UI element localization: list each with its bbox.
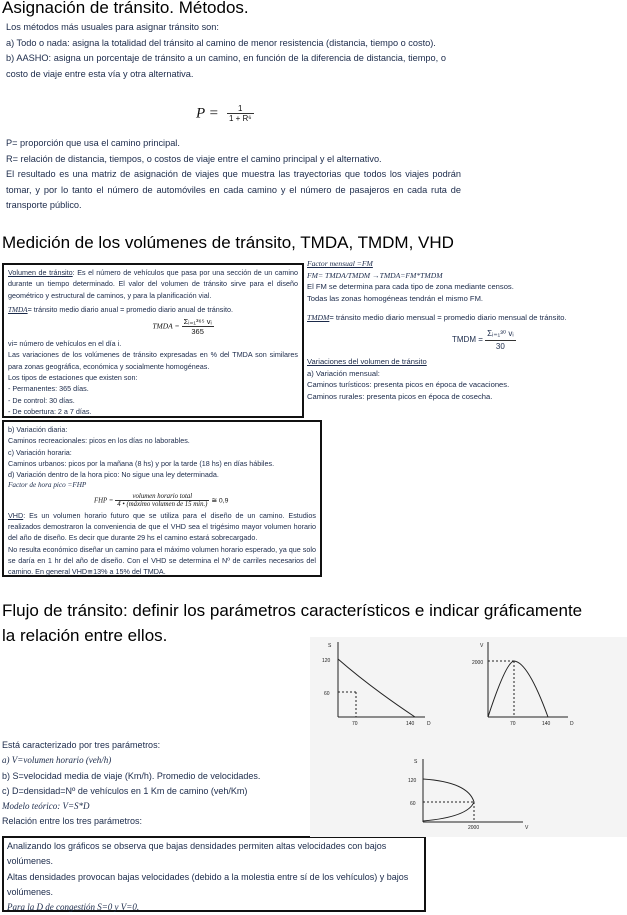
tmdm-formula xyxy=(452,328,625,352)
formula-p xyxy=(196,104,254,123)
tmda-num: Σᵢ₌₁³⁶⁵ vᵢ xyxy=(183,317,212,327)
result-text: El resultado es una matriz de asignación de viajes que muestra las trayectorias que todos los viajes podrán tomar, y por lo tanto el número de automóviles en cada camino y el número de pasajeros en cada ruta de transporte público. xyxy=(6,169,461,210)
param-d: c) D=densidad=Nº de vehículos en 1 Km de camino (veh/Km) xyxy=(2,785,248,796)
fm-zones: Todas las zonas homogéneas tendrán el mismo FM. xyxy=(307,293,484,303)
vi-def: vi= número de vehículos en el día i. xyxy=(8,339,122,349)
tmdm-def: = tránsito medio diario mensual = promedio diario mensual de tránsito. xyxy=(329,313,567,323)
g1-xend: 140 xyxy=(406,721,415,727)
variations-title: Variaciones del volumen de tránsito xyxy=(307,357,427,367)
stations-intro: Los tipos de estaciones que existen son: xyxy=(8,373,138,383)
params-intro: Está caracterizado por tres parámetros: xyxy=(2,740,161,750)
g1-xmid: 70 xyxy=(352,721,358,727)
param-v: a) V=volumen horario (veh/h) xyxy=(2,755,112,766)
fm-title: Factor mensual =FM xyxy=(307,259,373,268)
flujo-heading-line1: Flujo de tránsito: definir los parámetros característicos e indicar gráficamente xyxy=(2,601,583,620)
tmda-title: TMDA xyxy=(8,305,28,314)
var-rural: Caminos rurales: presenta picos en época de cosecha. xyxy=(307,391,493,401)
var-touristic: Caminos turísticos: presenta picos en época de vacaciones. xyxy=(307,380,510,390)
tmda-def: = tránsito medio diario anual = promedio diario anual de tránsito. xyxy=(27,304,233,314)
fhp-num: volumen horario total xyxy=(115,493,209,501)
def-p: P= proporción que usa el camino principal. xyxy=(6,138,180,148)
g1-ytop: 120 xyxy=(322,658,331,664)
var-hourly-urban: Caminos urbanos: picos por la mañana (8 hs) y por la tarde (18 hs) en días hábiles. xyxy=(8,458,275,468)
var-hourly: c) Variación horaria: xyxy=(8,447,72,457)
variations-box xyxy=(2,420,322,577)
flow-graphs xyxy=(310,637,627,837)
g3-ylabel: S xyxy=(414,759,418,765)
g2-ytop: 2000 xyxy=(472,660,484,666)
tmdm-lhs: TMDM = xyxy=(452,335,483,345)
tmdm-num: Σᵢ₌₁³⁰ vᵢ xyxy=(485,328,515,341)
tmda-box xyxy=(2,263,304,418)
param-s: b) S=velocidad media de viaje (Km/h). Promedio de velocidades. xyxy=(2,770,261,781)
section1-body xyxy=(6,20,446,82)
section-heading-medicion: Medición de los volúmenes de tránsito, TMDA, TMDM, VHD xyxy=(2,233,454,252)
fm-column xyxy=(307,258,625,403)
station-control: - De control: 30 días. xyxy=(8,395,75,405)
tmdm-den: 30 xyxy=(495,341,505,351)
analysis-p1: Analizando los gráficos se observa que bajas densidades permiten altas velocidades con bajos volúmenes. xyxy=(7,841,387,867)
tmdm-title: TMDM xyxy=(307,313,330,323)
volumen-title: Volumen de tránsito xyxy=(8,268,73,277)
fm-determination: El FM se determina para cada tipo de zona mediante censos. xyxy=(307,282,514,292)
fhp-formula xyxy=(94,493,316,508)
fm-equation: FM= TMDA/TMDM →TMDA=FM*TMDM xyxy=(307,270,443,280)
flujo-heading-line2: la relación entre ellos. xyxy=(2,626,168,645)
relation-text: Relación entre los tres parámetros: xyxy=(2,816,143,827)
fhp-rhs: ≅ 0,9 xyxy=(211,497,229,505)
volumen-def: : Es el número de vehículos que pasa por una sección de un camino durante un tiempo determinado. El valor del volumen de tránsito sirve para el diseño geométrico y estructural de caminos, y para la planificación vial. xyxy=(8,268,299,300)
formula-lhs: P = xyxy=(196,105,219,122)
vhd-title: VHD xyxy=(8,510,24,520)
g3-ytop: 120 xyxy=(408,778,417,784)
method-a: a) Todo o nada: asigna la totalidad del tránsito al camino de menor resistencia (distancia, tiempo o costo). xyxy=(6,37,436,48)
fhp-title: Factor de hora pico =FHP xyxy=(8,481,87,490)
formula-denominator: 1 + R⁶ xyxy=(228,114,252,123)
analysis-p2: Altas densidades provocan bajas velocidades (debido a la molestia entre sí de los vehículos) y bajos volúmenes. xyxy=(7,871,409,897)
g2-ylabel: V xyxy=(480,643,484,649)
fhp-lhs: FHP = xyxy=(94,497,114,505)
vhd-def: : Es un volumen horario futuro que se utiliza para el diseño de un camino. Estudios realizados demostraron la conveniencia de que el VHD sea el trigésimo mayor volumen horario del año de diseño. Es decir que durante 29 hs el camino estará sobrecargado. xyxy=(8,510,316,543)
section-heading-asignacion: Asignación de tránsito. Métodos. xyxy=(2,0,249,17)
g1-xlabel: D xyxy=(427,721,431,727)
g2-xmid: 70 xyxy=(510,721,516,727)
g2-xend: 140 xyxy=(542,721,551,727)
def-r: R= relación de distancia, tiempos, o costos de viaje entre el camino principal y el alternativo. xyxy=(6,153,382,164)
variation-text: Las variaciones de los volúmenes de tránsito expresadas en % del TMDA son similares para zonas geográfica, económica y socialmente homogéneas. xyxy=(8,350,298,371)
analysis-box xyxy=(2,836,426,912)
fhp-den: 4 • (máximo volumen de 15 min.) xyxy=(117,500,208,508)
tmda-formula xyxy=(68,317,298,336)
var-daily: b) Variación diaria: xyxy=(8,425,68,434)
method-b: b) AASHO: asigna un porcentaje de tránsito a un camino, en función de la diferencia de distancia, tiempo, o costo de viaje entre esta vía y otra alternativa. xyxy=(6,53,446,79)
g3-xlabel: V xyxy=(525,825,529,831)
vhd-econ: No resulta económico diseñar un camino para el máximo volumen horario esperado, ya que solo se daría en 1 hr del año de diseño. Con el VHD se determina el Nº de carriles necesarios del camino. En general VHD≅13% a 15% del TMDA. xyxy=(8,544,316,577)
formula-numerator: 1 xyxy=(227,104,254,114)
var-peak: d) Variación dentro de la hora pico: No sigue una ley determinada. xyxy=(8,470,219,480)
var-daily-rec: Caminos recreacionales: picos en los días no laborables. xyxy=(8,436,190,446)
formula-fraction xyxy=(227,104,254,123)
station-coverage: - De cobertura: 2 a 7 días. xyxy=(8,406,92,416)
tmda-lhs: TMDA = xyxy=(152,321,180,331)
g1-ylabel: S xyxy=(328,643,332,649)
analysis-p3: Para la D de congestión S=0 y V=0. xyxy=(7,902,140,913)
var-monthly: a) Variación mensual: xyxy=(307,368,380,378)
station-permanent: - Permanentes: 365 días. xyxy=(8,384,89,394)
g2-xlabel: D xyxy=(570,721,574,727)
g3-xend: 2000 xyxy=(468,825,480,831)
intro-text: Los métodos más usuales para asignar tránsito son: xyxy=(6,22,219,32)
model-text: Modelo teórico: V=S*D xyxy=(2,801,90,812)
g1-ymid: 60 xyxy=(324,691,330,697)
g3-ymid: 60 xyxy=(410,801,416,807)
section1-definitions xyxy=(6,136,461,214)
tmda-den: 365 xyxy=(191,327,204,337)
